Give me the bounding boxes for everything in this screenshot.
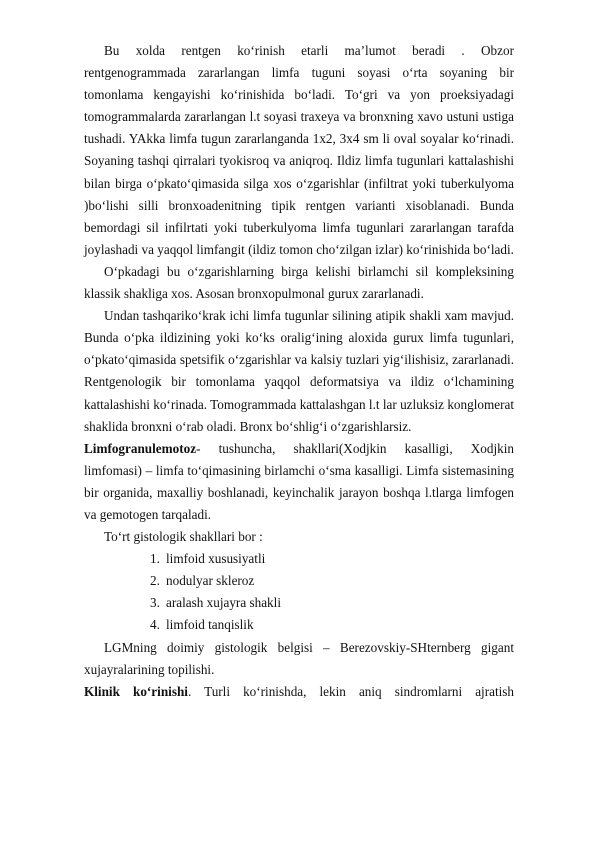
document-page [84,40,514,703]
paragraph-primary-complex: O‘pkadagi bu o‘zgarishlarning birga kelishi birlamchi sil kompleksining klassik shakliga xos. Asosan bronxopulmonal gurux zararlanadi. [84,263,514,302]
paragraph-lymphogranulomatosis [84,438,514,526]
list-number: 2. [150,573,160,589]
term-lymphogranulomatosis: Limfogranulemotoz [84,440,197,456]
list-text: nodulyar skleroz [166,573,255,589]
paragraph-histologic-forms: To‘rt gistologik shakllari bor : [104,529,263,545]
list-number: 4. [150,617,160,633]
paragraph-reed-sternberg: LGMning doimiy gistologik belgisi – Berezovskiy-SHternberg gigant xujayralarining topilishi. [84,639,514,677]
clinical-text: . Turli ko‘rinishda, lekin aniq sindromlarni ajratish [187,683,515,699]
histologic-forms-list [84,548,514,636]
list-text: limfoid xususiyatli [166,551,266,567]
list-text: aralash xujayra shakli [166,595,281,611]
list-number: 1. [150,551,160,567]
term-clinical-picture: Klinik ko‘rinishi [84,683,188,699]
list-item [84,592,514,614]
paragraph-xray-findings: Bu xolda rentgen ko‘rinish etarli ma’lumot beradi . Obzor rentgenogrammada zararlangan limfa tuguni soyasi o‘rta soyaning bir tomonlama kengayishi ko‘rinishida bo‘ladi. To‘gri va yon proeksiyadagi tomogrammalarda zararlangan l.t soyasi traxeya va bronxning xavo ustuni ustiga tushadi. YAkka limfa tugun zararlanganda 1x2, 3x4 sm li oval soyalar ko‘rinadi. Soyaning tashqi qirralari tyokisroq va aniqroq. Ildiz limfa tugunlari kattalashishi bilan birga o‘pkato‘qimasida silga xos o‘zgarishlar (infiltrat yoki tuberkulyoma )bo‘lishi silli bronxoadenitning tipik rentgen varianti xisoblanadi. Bunda bemordagi sil infilrtati yoki tuberkulyoma limfa tugunlari zararlangan tarafda joylashadi va yaqqol limfangit (ildiz tomon cho‘zilgan izlar) ko‘rinishida bo‘ladi. [84,43,514,257]
list-item [84,548,514,570]
list-number: 3. [150,595,160,611]
list-item [84,614,514,636]
paragraph-clinical-picture [84,681,514,703]
list-text: limfoid tanqislik [166,617,254,633]
definition-text: - tushuncha, shakllari(Xodjkin kasalligi, Xodjkin limfomasi) – limfa to‘qimasining birlamchi o‘sma kasalligi. Limfa sistemasining bir organida, maxalliy boshlanadi, keyinchalik jarayon boshqa l.tlarga limfogen va gemotogen tarqaladi. [84,440,514,522]
list-item [84,570,514,592]
paragraph-atypical-form: Undan tashqariko‘krak ichi limfa tugunlar silining atipik shakli xam mavjud. Bunda o‘pka ildizining yoki ko‘ks oralig‘ining aloxida gurux limfa tugunlari, o‘pkato‘qimasida spetsifik o‘zgarishlar va kalsiy tuzlari yig‘ilishisiz, zararlanadi. Rentgenologik bir tomonlama yaqqol deformatsiya va ildiz o‘lchamining kattalashishi ko‘rinada. Tomogrammada kattalashgan l.t lar uzluksiz konglomerat shaklida bronxni o‘rab oladi. Bronx bo‘shlig‘i o‘zgarishlarsiz. [84,308,514,434]
